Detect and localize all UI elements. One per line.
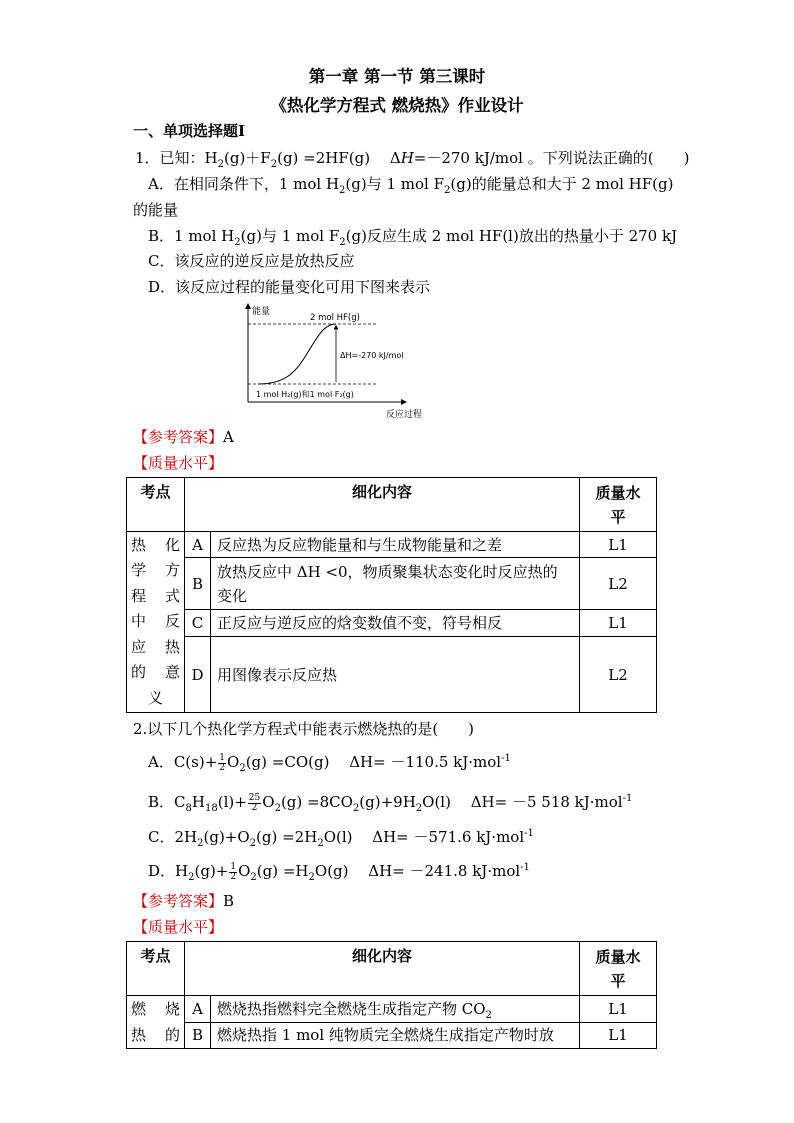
row-level: L1 (580, 1022, 657, 1049)
row-content: 燃烧热指 1 mol 纯物质完全燃烧生成指定产物时放 (211, 1022, 580, 1049)
q2-quality-table (126, 941, 657, 1049)
y-axis-label: 能量 (252, 307, 271, 317)
reactant-label: 1 mol H₂(g)和1 mol F₂(g) (256, 390, 354, 399)
row-level: L1 (580, 996, 657, 1023)
row-level: L2 (580, 637, 657, 713)
product-label: 2 mol HF(g) (310, 313, 360, 323)
row-level: L2 (580, 558, 657, 610)
row-level: L1 (580, 532, 657, 558)
row-option: A (185, 996, 211, 1023)
table-row (127, 996, 657, 1023)
q2-answer: 【参考答案】B (133, 892, 235, 910)
q1-option-b: B．1 mol $H_2(g)$与 1 mol $F_2(g)$反应生成 2 mol HF(l)放出的热量小于 270 kJ (148, 227, 678, 248)
q2-option-c: C．$2H_2(g)+O_2(g) =2H_2O(l)$ ΔH= －571.6 kJ·mol$^{-1}$ (148, 828, 534, 849)
row-option: D (185, 637, 211, 713)
row-content: 反应热为反应物能量和与生成物能量和之差 (211, 532, 580, 558)
row-content: 放热反应中 ΔH <0，物质聚集状态变化时反应热的 变化 (211, 558, 580, 610)
table-row (127, 558, 657, 610)
header-level: 质量水 平 (580, 478, 657, 532)
header-kaodian: 考点 (127, 942, 185, 996)
q1-option-c: C．该反应的逆反应是放热反应 (148, 252, 355, 270)
row-level: L1 (580, 610, 657, 637)
header-content: 细化内容 (185, 942, 580, 996)
row-option: C (185, 610, 211, 637)
header-content: 细化内容 (185, 478, 580, 532)
q1-answer: 【参考答案】A (133, 428, 234, 446)
table-row (127, 610, 657, 637)
row-content: 燃烧热指燃料完全燃烧生成指定产物 $CO_2$ (211, 996, 580, 1023)
q1-option-a-cont: 的能量 (133, 201, 179, 219)
row-option: A (185, 532, 211, 558)
kaodian-cell: 燃 烧 热 的 (127, 996, 185, 1049)
row-content: 用图像表示反应热 (211, 637, 580, 713)
q2-option-a: A．C(s)+ $\frac{1}{2}$ $O_2(g) =CO(g)$ ΔH= －110.5 kJ·mol$^{-1}$ (148, 752, 511, 774)
q1-option-d: D．该反应过程的能量变化可用下图来表示 (148, 278, 431, 296)
q1-quality-label: 【质量水平】 (133, 454, 224, 472)
q2-option-b: B．$C_8H_{18}(l)+$ $\frac{25}{2}$ $O_2(g) =8CO_2(g)+9H_2O(l)$ ΔH= －5 518 kJ·mol$^{-1}$ (148, 792, 633, 814)
row-option: B (185, 1022, 211, 1049)
table-header-row (127, 478, 657, 532)
header-level: 质量水 平 (580, 942, 657, 996)
table-row (127, 637, 657, 713)
q2-quality-label: 【质量水平】 (133, 918, 224, 936)
row-option: B (185, 558, 211, 610)
assignment-title: 《热化学方程式 燃烧热》作业设计 (270, 96, 524, 115)
energy-curve (258, 324, 336, 384)
q1-stem: 1．已知：$H_2(g)+F_2(g) =2HF(g)$ ΔH=－270 kJ/mol 。下列说法正确的( ) (135, 149, 690, 170)
table-header-row (127, 942, 657, 996)
q2-stem: 2.以下几个热化学方程式中能表示燃烧热的是( ) (133, 720, 475, 738)
kaodian-cell: 热 化 学 方 程 式 中 反 应 热 的 意 义 (127, 532, 185, 713)
q1-option-a: A．在相同条件下，1 mol $H_2(g)$与 1 mol $F_2(g)$的能量总和大于 2 mol HF(g) (148, 175, 674, 196)
section-heading: 一、单项选择题Ⅰ (133, 122, 246, 140)
row-content: 正反应与逆反应的焓变数值不变，符号相反 (211, 610, 580, 637)
energy-diagram (236, 302, 436, 424)
table-row (127, 1022, 657, 1049)
x-axis-label: 反应过程 (386, 410, 423, 420)
q1-quality-table (126, 477, 657, 713)
q2-option-d: D．$H_2(g)+$ $\frac{1}{2}$ $O_2(g) =H_2O(g)$ ΔH= －241.8 kJ·mol$^{-1}$ (148, 861, 530, 883)
header-kaodian: 考点 (127, 478, 185, 532)
table-row (127, 532, 657, 558)
delta-h-label: ΔH=-270 kJ/mol (340, 351, 404, 360)
chapter-title: 第一章 第一节 第三课时 (308, 67, 486, 86)
